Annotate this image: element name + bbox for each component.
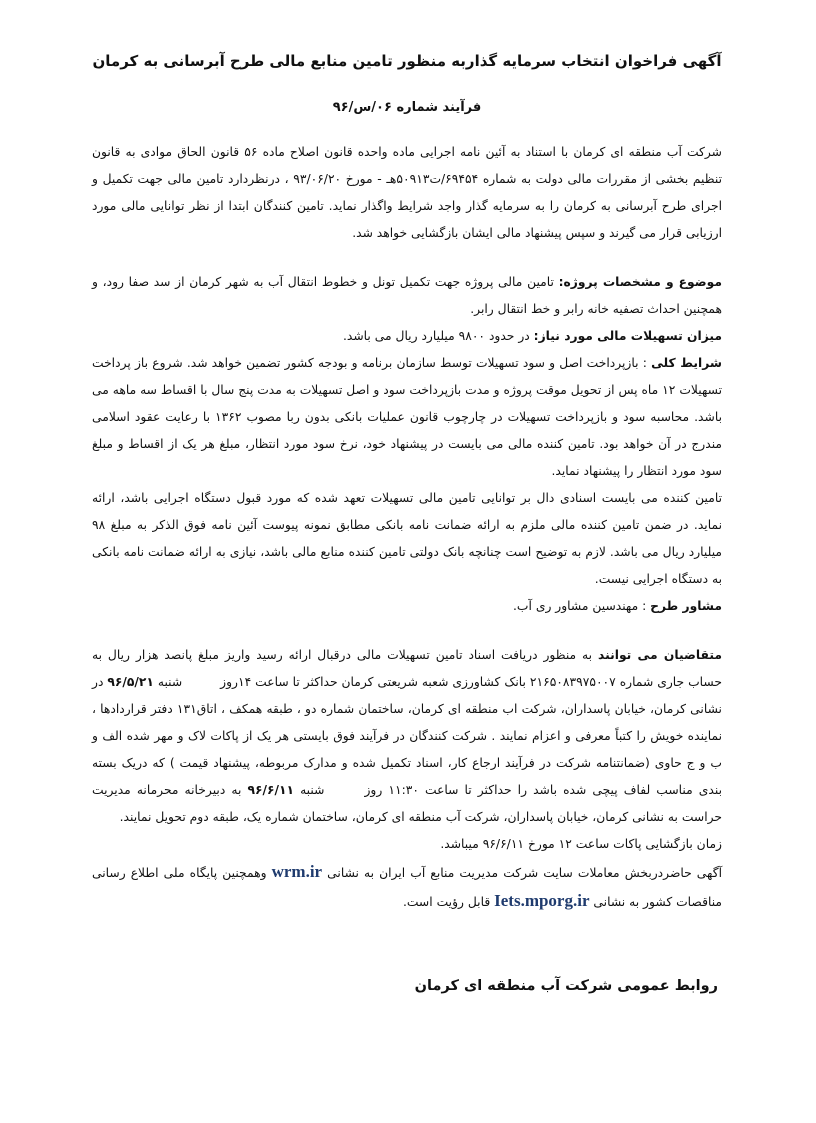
deadline-day-1: شنبه (157, 675, 183, 689)
website-link-wrm[interactable]: wrm.ir (271, 862, 323, 881)
conditions-paragraph (92, 350, 722, 485)
ad-text-3: قابل رؤیت است. (402, 895, 495, 909)
applicants-text-1: به منظور دریافت اسناد تامین تسهیلات مالی درقبال ارائه رسید واریز مبلغ پانصد هزار ریال به حساب جاری شماره ۲۱۶۵۰۸۳۹۷۵۰۰۷ بانک کشاورزی شعبه شریعتی کرمان حداکثر تا ساعت ۱۴روز (92, 648, 723, 689)
ad-text-2: وهمچنین پایگاه ملی اطلاع رسانی مناقصات کشور به نشانی (92, 866, 722, 909)
ad-text-1: آگهی حاضردربخش معاملات سایت شرکت مدیریت منابع آب ایران به نشانی (322, 866, 722, 880)
guarantee-paragraph: تامین کننده می بایست اسنادی دال بر توانایی تامین مالی تسهیلات تعهد شده که مورد قبول دستگاه اجرایی باشد، ارائه نماید. در ضمن تامین کننده مالی ملزم به ارائه ضمانت نامه بانکی مطابق نمونه پیوست آئین نامه فوق الذکر به مبلغ ۹۸ میلیارد ریال می باشد. لازم به توضیح است چنانچه بانک دولتی تامین کننده منابع مالی باشد، نیازی به ارائه ضمانت نامه بانکی به دستگاه اجرایی نیست. (92, 491, 722, 586)
announcement-document (92, 40, 722, 916)
subject-text: تامین مالی پروژه جهت تکمیل تونل و خطوط انتقال آب به شهر کرمان از سد صفا رود، و همچنین احداث تصفیه خانه رابر و خط انتقال رابر. (92, 275, 722, 316)
website-link-iets[interactable]: Iets.mporg.ir (494, 891, 590, 910)
applicants-text-3: به دبیرخانه محرمانه مدیریت حراست به نشانی کرمان، خیابان پاسداران، شرکت آب منطقه ای کرمان، ساختمان شماره یک، طبقه دوم تحویل نمایند. (92, 783, 722, 824)
amount-label: میزان تسهیلات مالی مورد نیاز: (533, 329, 722, 343)
websites-paragraph (92, 858, 722, 916)
deadline-day-2: شنبه (300, 783, 325, 797)
applicants-label: متقاضیان می توانند (597, 648, 723, 662)
amount-text: در حدود ۹۸۰۰ میلیارد ریال می باشد. (343, 329, 534, 343)
consultant-text: : مهندسین مشاور ری آب. (513, 599, 651, 613)
consultant-paragraph (92, 593, 722, 620)
applicants-text-2: در نشانی کرمان، خیابان پاسداران، شرکت اب منطقه ای کرمان، ساختمان شماره دو ، طبقه همکف ، اتاق۱۳۱ دفتر قراردادها ، نماینده خویش را کتباً معرفی و اعزام نمایند . شرکت کنندگان در فرآیند فوق بایستی هر یک از پاکات لاک و مهر شده الف و ب و ج حاوی (ضمانتنامه شرکت در فرآیند ارجاع کار، اسناد تکمیل شده و مدارک مربوطه، پیشنهاد قیمت ) که دریک بسته بندی مناسب لفاف پیچی شده باشد را حداکثر تا ساعت ۱۱:۳۰ روز (92, 675, 722, 797)
subject-label: موضوع و مشخصات پروژه: (558, 275, 722, 289)
opening-time-paragraph: زمان بازگشایی پاکات ساعت ۱۲ مورخ ۹۶/۶/۱۱ میباشد. (440, 837, 722, 851)
intro-paragraph: شرکت آب منطقه ای کرمان با استناد به آئین نامه اجرایی ماده واحده قانون اصلاح ماده ۵۶ قانون الحاق موادی به قانون تنظیم بخشی از مقررات مالی دولت به شماره ۶۹۴۵۴/ت۵۰۹۱۳هـ - مورخ ۹۳/۰۶/۲۰ ، درنظردارد تامین مالی جهت تکمیل و اجرای طرح آبرسانی به کرمان را به سرمایه گذار واجد شرایط واگذار نماید. تامین کنندگان ابتدا از نظر توانایی مالی مورد ارزیابی قرار می گیرند و سپس پیشنهاد مالی ایشان بازگشایی خواهد شد. (92, 145, 722, 240)
conditions-label: شرایط کلی (651, 356, 722, 370)
subject-paragraph (92, 269, 722, 323)
deadline-date-2: ۹۶/۶/۱۱ (247, 783, 294, 797)
conditions-text: : بازپرداخت اصل و سود تسهیلات توسط سازمان برنامه و بودجه کشور تضمین خواهد شد. شروع باز پرداخت تسهیلات ۱۲ ماه پس از تحویل موقت پروژه و مدت بازپرداخت سود و اصل تسهیلات به مدت پنج سال با اقساط سه ماهه می باشد. محاسبه سود و بازپرداخت تسهیلات در چارچوب قانون عملیات بانکی بدون ربا مصوب ۱۳۶۲ با رعایت عقود اسلامی مندرج در آن خواهد بود. تامین کننده مالی می بایست در پیشنهاد خود، نرخ سود مورد انتظار، مبلغ هر یک از اقساط و مبلغ سود مورد انتظار را پیشنهاد نماید. (92, 356, 722, 478)
public-relations-signature: روابط عمومی شرکت آب منطقه ای کرمان (414, 978, 718, 994)
process-number: فرآیند شماره ۰۶/س/۹۶ (332, 100, 482, 115)
deadline-date-1: ۹۶/۵/۲۱ (107, 675, 154, 689)
amount-paragraph (92, 323, 722, 350)
consultant-label: مشاور طرح (650, 599, 722, 613)
document-title: آگهی فراخوان انتخاب سرمایه گذاربه منظور تامین منابع مالی طرح آبرسانی به کرمان (92, 52, 722, 70)
applicants-paragraph (92, 642, 722, 831)
